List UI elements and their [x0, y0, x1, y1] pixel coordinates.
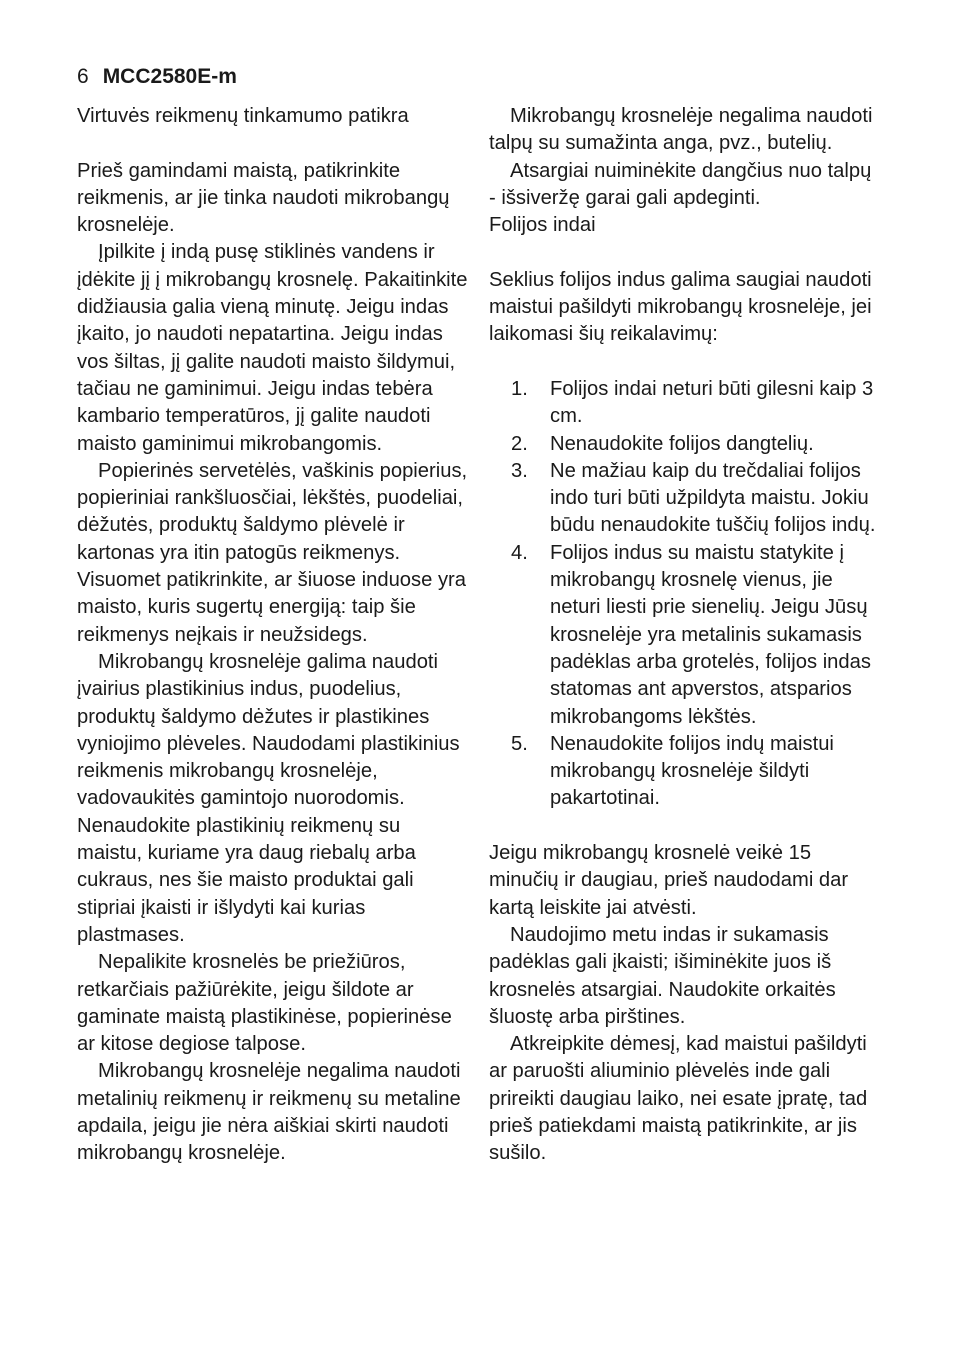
- spacer: [489, 813, 881, 840]
- list-text: Nenaudokite folijos dangtelių.: [550, 432, 814, 455]
- list-text: Nenaudokite folijos indų maistui mikrobangų krosnelėje šildyti pakartotinai.: [550, 732, 834, 810]
- paragraph: Įpilkite į indą pusę stiklinės vandens ir įdėkite jį į mikrobangų krosnelę. Pakaitinkite didžiausia galia vieną minutę. Jeigu indas įkaito, jo naudoti nepatartina. Jeigu indas vos šiltas, jį galite naudoti maisto šildymui, tačiau ne gaminimui. Jeigu indas tebėra kambario temperatūros, jį galite naudoti maisto gaminimui mikrobangomis.: [77, 241, 468, 455]
- list-item: [489, 376, 881, 431]
- paragraph: Mikrobangų krosnelėje galima naudoti įvairius plastikinius indus, puodelius, produktų šaldymo dėžutes ir plastikines vyniojimo plėveles. Naudodami plastikinius reikmenis mikrobangų krosnelėje, vadovaukitės gamintojo nuorodomis. Nenaudokite plastikinių reikmenų su maistu, kuriame yra daug riebalų arba cukraus, nes šie maisto produktai gali stipriai įkaisti ir išlydyti kai kurias plastmases.: [77, 650, 460, 946]
- foil-requirements-list: [489, 376, 881, 813]
- list-number: 5.: [511, 732, 528, 755]
- left-column: [77, 103, 469, 1168]
- page-header: [77, 64, 237, 90]
- list-number: 1.: [511, 377, 528, 400]
- spacer: [489, 239, 881, 266]
- paragraph: Naudojimo metu indas ir sukamasis padėklas gali įkaisti; išiminėkite juos iš krosnelės atsargiai. Naudokite orkaitės šluostę arba pirštines.: [489, 923, 836, 1028]
- paragraph: Mikrobangų krosnelėje negalima naudoti talpų su sumažinta anga, pvz., butelių.: [489, 105, 873, 155]
- list-text: Ne mažiau kaip du trečdaliai folijos indo turi būti užpildyta maistu. Jokiu būdu nenaudokite tuščių folijos indų.: [550, 459, 876, 537]
- model-name: MCC2580E-m: [102, 65, 237, 88]
- list-item: [489, 540, 881, 731]
- list-item: [489, 431, 881, 458]
- paragraph: Atkreipkite dėmesį, kad maistui pašildyti ar paruošti aliuminio plėvelės inde gali prireikti daugiau laiko, nei esate įpratę, tad prieš patiekdami maistą patikrinkite, ar jis sušilo.: [489, 1033, 868, 1165]
- paragraph: Mikrobangų krosnelėje negalima naudoti metalinių reikmenų ir reikmenų su metaline apdaila, jeigu jie nėra aiškiai skirti naudoti mikrobangų krosnelėje.: [77, 1060, 461, 1165]
- section-title: Virtuvės reikmenų tinkamumo patikra: [77, 105, 409, 127]
- list-item: [489, 458, 881, 540]
- list-number: 2.: [511, 432, 528, 455]
- paragraph: Atsargiai nuiminėkite dangčius nuo talpų - išsiveržę garai gali apdeginti.: [489, 159, 872, 209]
- list-number: 3.: [511, 459, 528, 482]
- paragraph: Nepalikite krosnelės be priežiūros, retkarčiais pažiūrėkite, jeigu šildote ar gaminate maistą plastikinėse, popierinėse ar kitose degiose talpose.: [77, 951, 452, 1056]
- page-number: 6: [77, 65, 89, 88]
- section-title: Folijos indai: [489, 214, 596, 237]
- paragraph: Popierinės servetėlės, vaškinis popierius, popieriniai rankšluosčiai, lėkštės, puodeliai, dėžutės, produktų šaldymo plėvelė ir kartonas yra itin patogūs reikmenys. Visuomet patikrinkite, ar šiuose induose yra maisto, kuris sugertų energiją: taip šie reikmenys neįkais ir neužsidegs.: [77, 459, 468, 646]
- list-text: Folijos indus su maistu statykite į mikrobangų krosnelę vienus, jie neturi liesti prie sienelių. Jeigu Jūsų krosnelėje yra metalinis sukamasis padėklas arba grotelės, folijos indas statomas ant apverstos, atsparios mikrobangoms lėkštės.: [550, 541, 871, 728]
- right-column: [489, 103, 881, 1168]
- paragraph: Prieš gamindami maistą, patikrinkite reikmenis, ar jie tinka naudoti mikrobangų krosnelėje.: [77, 159, 450, 237]
- list-text: Folijos indai neturi būti gilesni kaip 3 cm.: [550, 377, 874, 428]
- spacer: [489, 349, 881, 376]
- list-number: 4.: [511, 541, 528, 564]
- paragraph: Jeigu mikrobangų krosnelė veikė 15 minučių ir daugiau, prieš naudodami dar kartą leiskite jai atvėsti.: [489, 842, 849, 919]
- spacer: [77, 130, 469, 157]
- list-item: [489, 731, 881, 813]
- paragraph: Seklius folijos indus galima saugiai naudoti maistui pašildyti mikrobangų krosnelėje, jei laikomasi šių reikalavimų:: [489, 268, 872, 346]
